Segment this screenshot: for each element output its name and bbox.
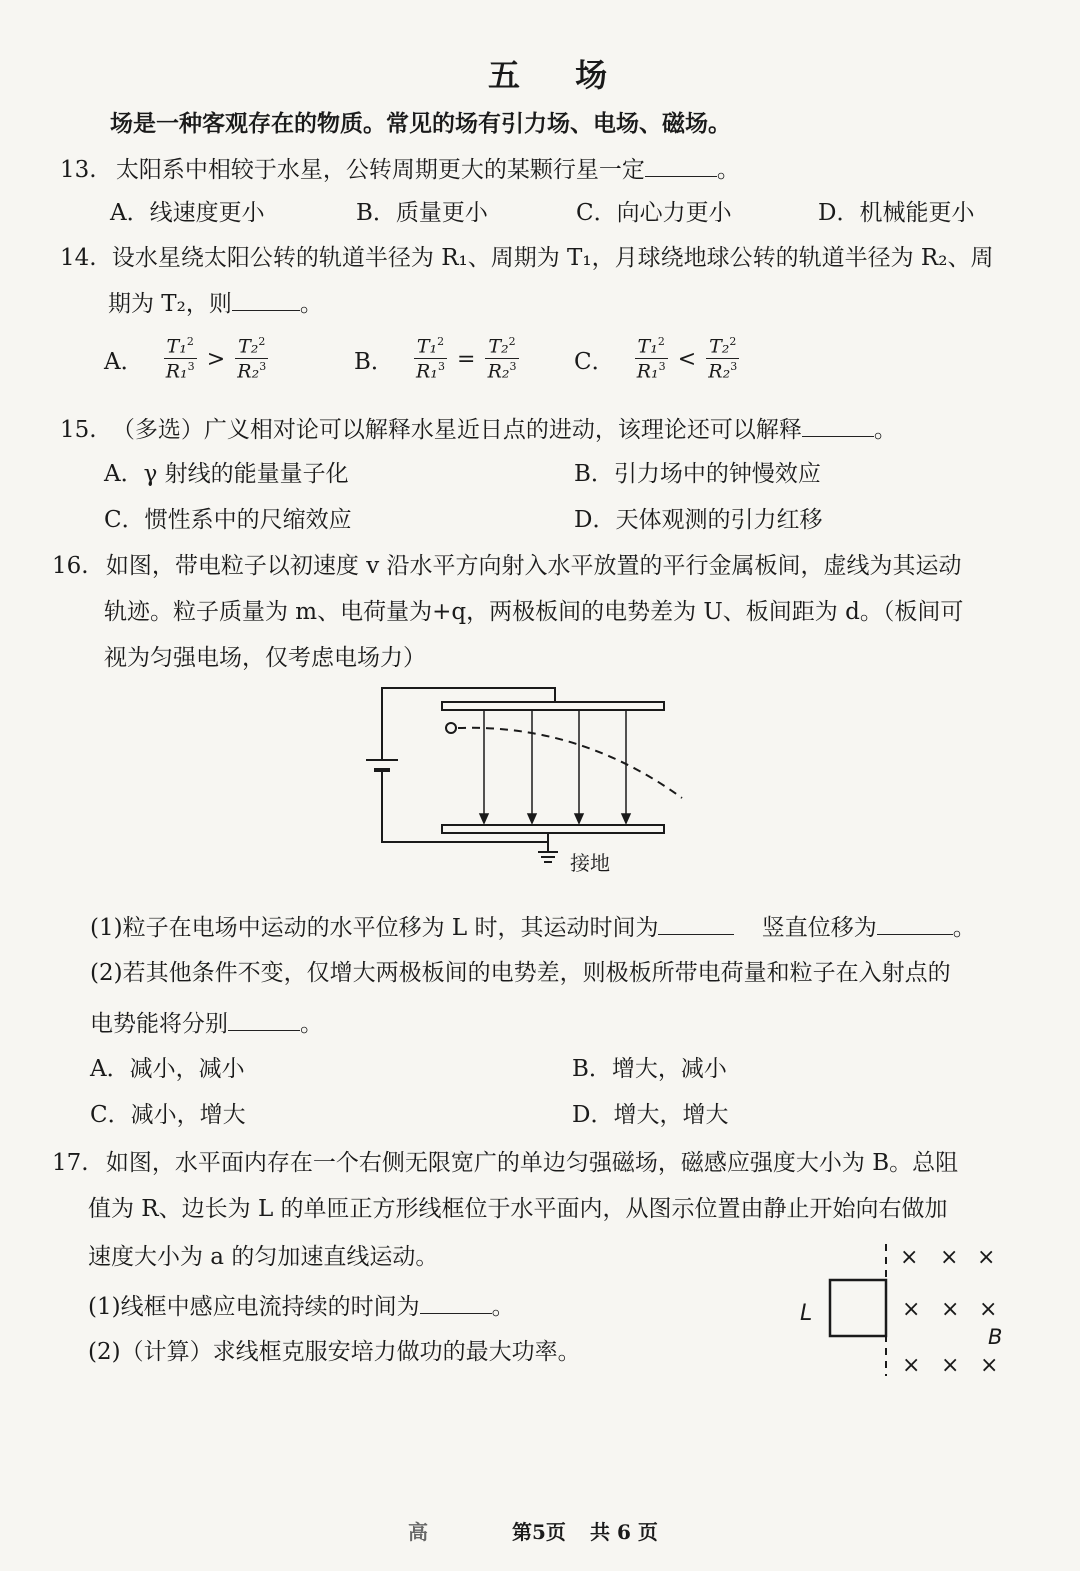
answer-blank[interactable] bbox=[877, 916, 953, 935]
q13-option-d[interactable] bbox=[818, 202, 974, 225]
fraction: $\frac{T_1^2}{R_1^3}$ bbox=[634, 336, 669, 383]
question-text: 电势能将分别 bbox=[90, 1011, 228, 1037]
question-number: 17. bbox=[52, 1150, 89, 1176]
fraction: $\frac{T_2^2}{R_2^3}$ bbox=[485, 336, 520, 383]
capacitor-figure bbox=[360, 680, 700, 880]
q16-stem-line1 bbox=[52, 555, 962, 578]
option-label: B． bbox=[574, 461, 614, 487]
footer-page-number: 第5页 bbox=[512, 1520, 566, 1544]
option-text: 增大，增大 bbox=[613, 1102, 729, 1128]
cross-icon: × bbox=[977, 1245, 996, 1270]
question-number: 16. bbox=[52, 553, 89, 579]
punct: 。 bbox=[300, 1011, 323, 1037]
section-title: 五 场 bbox=[488, 56, 630, 94]
option-label: D． bbox=[574, 507, 616, 533]
cross-icon: × bbox=[900, 1245, 919, 1270]
ground-label: 接地 bbox=[570, 851, 610, 875]
side-length-label: L bbox=[800, 1301, 813, 1326]
q16-option-c[interactable] bbox=[90, 1104, 246, 1127]
q16-stem-line2: 轨迹。粒子质量为 m、电荷量为+q，两极板间的电势差为 U、板间距为 d。（板间可 bbox=[104, 599, 964, 625]
option-label: C． bbox=[104, 507, 145, 533]
question-number: 13. bbox=[60, 157, 97, 183]
option-text: γ 射线的能量量子化 bbox=[143, 461, 349, 487]
q16-option-b[interactable] bbox=[572, 1058, 727, 1081]
trajectory-dashed-line bbox=[458, 728, 682, 798]
q14-option-b[interactable] bbox=[354, 336, 520, 383]
magnetic-field-figure bbox=[790, 1240, 1020, 1390]
question-text: 如图，水平面内存在一个右侧无限宽广的单边匀强磁场，磁感应强度大小为 B。总阻 bbox=[105, 1150, 959, 1176]
footer-total-pages: 共 6 页 bbox=[590, 1520, 658, 1544]
question-text: (1)线框中感应电流持续的时间为 bbox=[88, 1294, 420, 1320]
option-label: C． bbox=[90, 1102, 131, 1128]
q17-sub2: (2)（计算）求线框克服安培力做功的最大功率。 bbox=[88, 1339, 581, 1365]
field-lines bbox=[480, 710, 630, 823]
option-label: B． bbox=[354, 348, 394, 375]
answer-blank[interactable] bbox=[802, 418, 874, 437]
fraction: $\frac{T_1^2}{R_1^3}$ bbox=[163, 336, 198, 383]
option-label: A． bbox=[104, 348, 144, 375]
q17-stem-line1 bbox=[52, 1152, 958, 1175]
relation-sign: = bbox=[457, 346, 476, 372]
cross-icon: × bbox=[940, 1245, 959, 1270]
q15-option-a[interactable] bbox=[104, 463, 349, 486]
question-text: (1)粒子在电场中运动的水平位移为 L 时，其运动时间为 bbox=[90, 915, 659, 941]
q13-option-b[interactable] bbox=[356, 202, 488, 225]
option-label: C． bbox=[576, 200, 617, 226]
answer-blank[interactable] bbox=[658, 916, 734, 935]
section-intro: 场是一种客观存在的物质。常见的场有引力场、电场、磁场。 bbox=[110, 110, 731, 137]
option-text: 机械能更小 bbox=[859, 200, 975, 226]
top-plate bbox=[442, 702, 664, 710]
particle-icon bbox=[446, 723, 456, 733]
option-label: B． bbox=[356, 200, 396, 226]
option-text: 质量更小 bbox=[395, 200, 488, 226]
q16-stem-line3: 视为匀强电场，仅考虑电场力） bbox=[104, 645, 426, 671]
field-B-label: B bbox=[988, 1325, 1003, 1349]
punct: 。 bbox=[716, 157, 740, 183]
q13-option-c[interactable] bbox=[576, 202, 732, 225]
fraction: $\frac{T_2^2}{R_2^3}$ bbox=[705, 336, 740, 383]
cross-icon: × bbox=[980, 1353, 999, 1378]
option-label: A． bbox=[104, 461, 144, 487]
q14-option-a[interactable] bbox=[104, 336, 269, 383]
q17-stem-line3: 速度大小为 a 的匀加速直线运动。 bbox=[88, 1244, 439, 1270]
question-text: 太阳系中相较于水星，公转周期更大的某颗行星一定 bbox=[115, 157, 645, 183]
option-text: 线速度更小 bbox=[149, 200, 265, 226]
relation-sign: < bbox=[677, 346, 697, 372]
fraction: $\frac{T_1^2}{R_1^3}$ bbox=[413, 336, 448, 383]
q17-sub1 bbox=[88, 1295, 515, 1319]
cross-icon: × bbox=[902, 1297, 921, 1322]
option-text: 天体观测的引力红移 bbox=[615, 507, 823, 533]
option-label: C． bbox=[574, 348, 615, 375]
question-text: 期为 T₂，则 bbox=[108, 291, 232, 317]
q15-option-b[interactable] bbox=[574, 463, 821, 486]
option-label: A． bbox=[90, 1056, 130, 1082]
footer-left: 高 bbox=[408, 1520, 428, 1544]
relation-sign: > bbox=[206, 346, 226, 372]
magnetic-field-crosses bbox=[900, 1245, 998, 1378]
question-number: 15. bbox=[60, 417, 97, 443]
punct: 。 bbox=[873, 417, 897, 443]
answer-blank[interactable] bbox=[232, 292, 300, 311]
option-text: 引力场中的钟慢效应 bbox=[613, 461, 821, 487]
option-text: 减小，增大 bbox=[130, 1102, 246, 1128]
option-label: A． bbox=[110, 200, 150, 226]
option-label: B． bbox=[572, 1056, 612, 1082]
question-text: 竖直位移为 bbox=[761, 915, 877, 941]
q16-sub2-line1: (2)若其他条件不变，仅增大两极板间的电势差，则极板所带电荷量和粒子在入射点的 bbox=[90, 960, 951, 986]
cross-icon: × bbox=[979, 1297, 998, 1322]
q15-stem bbox=[60, 418, 897, 442]
answer-blank[interactable] bbox=[420, 1295, 492, 1314]
punct: 。 bbox=[952, 915, 976, 941]
circuit-wire-top bbox=[382, 688, 555, 752]
q15-option-c[interactable] bbox=[104, 509, 352, 532]
q14-stem-line1 bbox=[60, 247, 993, 270]
q16-option-d[interactable] bbox=[572, 1104, 728, 1127]
q14-option-c[interactable] bbox=[574, 336, 740, 383]
q14-stem-line2 bbox=[108, 292, 323, 316]
q16-option-a[interactable] bbox=[90, 1058, 245, 1081]
ground-icon bbox=[538, 842, 558, 862]
option-label: D． bbox=[818, 200, 860, 226]
punct: 。 bbox=[299, 291, 323, 317]
q15-option-d[interactable] bbox=[574, 509, 822, 532]
question-text: 设水星绕太阳公转的轨道半径为 R₁、周期为 T₁，月球绕地球公转的轨道半径为 R₂、周 bbox=[111, 245, 994, 271]
cross-icon: × bbox=[941, 1297, 960, 1322]
answer-blank[interactable] bbox=[645, 158, 717, 177]
cross-icon: × bbox=[941, 1353, 960, 1378]
fraction: $\frac{T_2^2}{R_2^3}$ bbox=[234, 336, 269, 383]
q17-stem-line2: 值为 R、边长为 L 的单匝正方形线框位于水平面内，从图示位置由静止开始向右做加 bbox=[88, 1196, 948, 1222]
option-text: 增大，减小 bbox=[611, 1056, 727, 1082]
q13-stem bbox=[60, 158, 740, 182]
punct: 。 bbox=[491, 1294, 515, 1320]
q13-option-a[interactable] bbox=[110, 202, 265, 225]
option-text: 惯性系中的尺缩效应 bbox=[144, 507, 352, 533]
option-text: 向心力更小 bbox=[616, 200, 732, 226]
option-text: 减小，减小 bbox=[129, 1056, 245, 1082]
q16-sub2-line2 bbox=[90, 1012, 323, 1036]
bottom-plate bbox=[442, 825, 664, 833]
square-coil bbox=[830, 1280, 886, 1336]
question-number: 14. bbox=[60, 245, 97, 271]
question-text: （多选）广义相对论可以解释水星近日点的进动，该理论还可以解释 bbox=[111, 417, 802, 443]
q16-sub1 bbox=[90, 916, 976, 940]
question-text: 如图，带电粒子以初速度 v 沿水平方向射入水平放置的平行金属板间，虚线为其运动 bbox=[105, 553, 962, 579]
answer-blank[interactable] bbox=[228, 1012, 300, 1031]
cross-icon: × bbox=[902, 1353, 921, 1378]
option-label: D． bbox=[572, 1102, 614, 1128]
